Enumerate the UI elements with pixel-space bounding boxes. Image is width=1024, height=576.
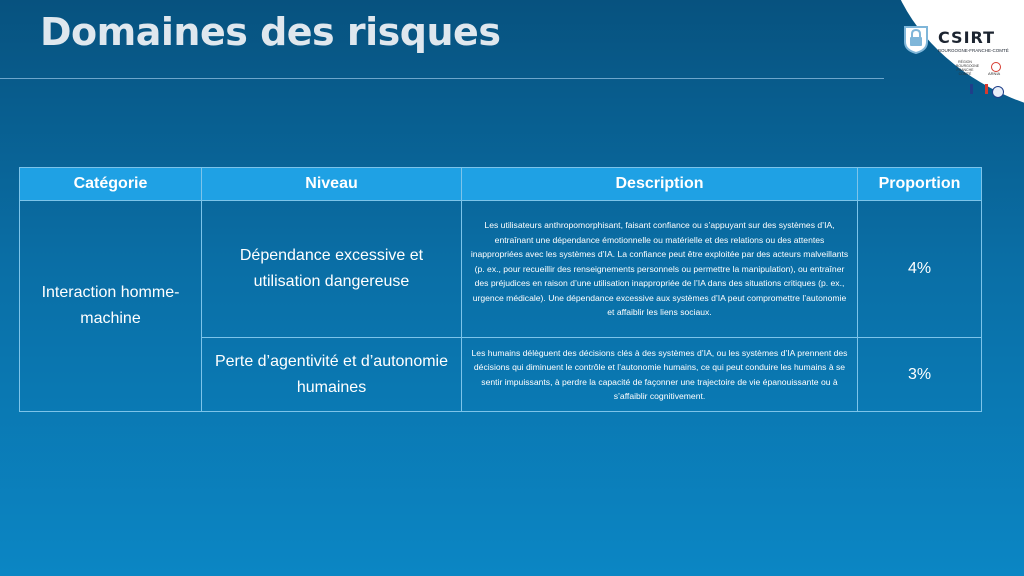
table-header-row (20, 168, 982, 201)
republique-badge-icon (970, 84, 988, 94)
header-niveau: Niveau (202, 168, 462, 201)
proportion-cell: 3% (858, 338, 982, 412)
logo-brand: CSIRT (938, 28, 996, 47)
padlock-icon (902, 24, 930, 54)
header-proportion: Proportion (858, 168, 982, 201)
partner-region-label: RÉGION BOURGOGNE FRANCHE COMTÉ (956, 60, 980, 76)
risk-table (19, 167, 982, 412)
level-cell: Perte d’agentivité et d’autonomie humaines (202, 338, 462, 412)
anssi-badge-icon (992, 86, 1004, 98)
description-cell: Les humains délèguent des décisions clés à des systèmes d’IA, ou les systèmes d’IA prennent des décisions qui diminuent le contrôle et l’autonomie humains, ce qui peut conduire les humains à se sentir impuissants, à perdre la capacité de façonner une trajectoire de vie épanouissante ou à s’affaiblir cognitivement. (462, 338, 858, 412)
proportion-cell: 4% (858, 201, 982, 338)
category-cell: Interaction homme-machine (20, 201, 202, 412)
slide-title: Domaines des risques (40, 10, 501, 54)
description-cell: Les utilisateurs anthropomorphisant, faisant confiance ou s’appuyant sur des systèmes d’IA, entraînant une dépendance émotionnelle ou matérielle et des relations ou des attentes inappropriées avec les systèmes d’IA. La confiance peut être exploitée par des acteurs malveillants (p. ex., pour recueillir des renseignements personnels ou permettre la manipulation), ou entraîner des préjudices en raison d’une utilisation inappropriée de l’IA dans des situations critiques (p. ex., urgence médicale). Une dépendance excessive aux systèmes d’IA peut compromettre l’autonomie et affaiblir les liens sociaux. (462, 201, 858, 338)
table-row (20, 201, 982, 338)
csirt-logo (900, 22, 1024, 112)
header-description: Description (462, 168, 858, 201)
header-categorie: Catégorie (20, 168, 202, 201)
arnia-badge-icon (991, 62, 1001, 72)
partner-arnia-label: ARNIA (988, 71, 1001, 76)
title-divider (0, 78, 884, 79)
level-cell: Dépendance excessive et utilisation dangereuse (202, 201, 462, 338)
logo-subtitle: BOURGOGNE-FRANCHE-COMTÉ (938, 48, 1009, 53)
